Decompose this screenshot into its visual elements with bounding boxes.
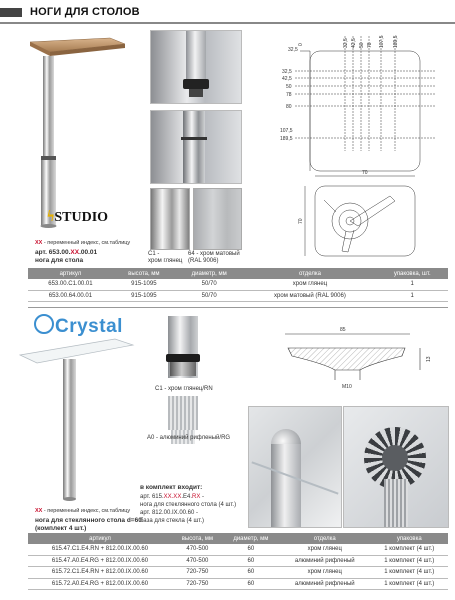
crystal-table — [28, 533, 448, 590]
leg-joint-photo — [150, 110, 242, 184]
table-cell: 50/70 — [175, 279, 244, 290]
table-cell: 653.00.64.00.01 — [28, 290, 113, 302]
svg-text:50: 50 — [359, 42, 365, 48]
table-cell: 720-750 — [172, 567, 223, 579]
table-row — [28, 555, 448, 567]
table-cell: 470-500 — [172, 555, 223, 567]
table-cell: хром глянец — [243, 279, 376, 290]
table-cell: алюминий рифленый — [279, 578, 371, 590]
table-cell: 1 комплект (4 шт.) — [371, 544, 448, 555]
kit-line-4: база для стекла (4 шт.) — [140, 518, 205, 524]
finish-a0-rg-label: A0 - алюминий рифленый/RG — [147, 435, 231, 441]
svg-text:M10: M10 — [342, 384, 352, 390]
table-cell: 1 комплект (4 шт.) — [371, 567, 448, 579]
table-cell: 470-500 — [172, 544, 223, 555]
crystal-leg-image — [15, 335, 140, 505]
table-row — [28, 578, 448, 590]
crystal-base-photo — [343, 406, 449, 528]
studio-table — [28, 268, 448, 302]
glass-base-drawing — [250, 320, 450, 398]
studio-technical-drawing — [250, 26, 450, 266]
page-header — [0, 0, 455, 24]
table-cell: 615.72.C1.E4.RN + 812.00.IX.00.60 — [28, 567, 172, 579]
studio-leg-image — [20, 30, 130, 230]
studio-logo: ϟSTUDIO — [47, 208, 109, 225]
svg-text:0: 0 — [298, 43, 304, 46]
finish-c1-rn-label: C1 - хром глянец/RN — [155, 386, 213, 392]
finish-64-label: 64 - хром матовый (RAL 9006) — [188, 251, 240, 264]
table-cell: 60 — [223, 567, 279, 579]
svg-text:50: 50 — [286, 84, 292, 90]
kit-title: в комплект входит: — [140, 484, 203, 491]
svg-text:107,5: 107,5 — [280, 128, 293, 134]
chrome-matte-swatch — [193, 188, 242, 250]
xx-note: XX - переменный индекс, см.таблицу — [35, 240, 131, 246]
table-cell: хром глянец — [279, 567, 371, 579]
table-cell: 915-1095 — [113, 279, 175, 290]
kit-line-1: арт. 615.XX.XX.E4.RX - — [140, 494, 205, 500]
svg-text:85: 85 — [340, 327, 346, 333]
page-title: НОГИ ДЛЯ СТОЛОВ — [30, 6, 140, 18]
aluminium-rg-photo — [168, 396, 198, 430]
table-cell: 1 комплект (4 шт.) — [371, 578, 448, 590]
table-row — [28, 567, 448, 579]
table-header-row: артикул высота, мм диаметр, мм отделка упаковка — [28, 533, 448, 544]
svg-text:42,5: 42,5 — [351, 38, 357, 48]
studio-caption: нога для стола — [35, 257, 84, 264]
kit-line-3: арт. 812.00.IX.00.60 - — [140, 510, 198, 516]
svg-text:107,5: 107,5 — [379, 35, 385, 48]
svg-text:32,5: 32,5 — [343, 38, 349, 48]
table-row — [28, 544, 448, 555]
table-cell: 915-1095 — [113, 290, 175, 302]
table-cell: хром глянец — [279, 544, 371, 555]
svg-text:80: 80 — [286, 104, 292, 110]
chrome-rn-photo — [168, 316, 198, 378]
table-cell: 1 — [376, 279, 448, 290]
crystal-top-photo — [248, 406, 342, 528]
table-cell: 50/70 — [175, 290, 244, 302]
section-divider — [28, 307, 448, 308]
table-row — [28, 279, 448, 290]
table-cell: 720-750 — [172, 578, 223, 590]
crystal-xx-note: XX - переменный индекс, см.таблицу — [35, 508, 131, 514]
svg-text:189,5: 189,5 — [393, 35, 399, 48]
table-cell: 60 — [223, 544, 279, 555]
crystal-caption: нога для стеклянного стола d=60 (комплект 4 шт.) — [35, 517, 142, 532]
svg-text:70: 70 — [362, 170, 368, 176]
svg-text:13: 13 — [426, 356, 432, 362]
table-cell: 60 — [223, 555, 279, 567]
chrome-gloss-swatch — [150, 188, 190, 250]
svg-text:189,5: 189,5 — [280, 136, 293, 142]
table-row — [28, 290, 448, 302]
table-cell: 615.72.A0.E4.RG + 812.00.IX.00.60 — [28, 578, 172, 590]
svg-text:70: 70 — [298, 218, 304, 224]
crystal-logo: Crystal — [34, 314, 123, 338]
kit-line-2: нога для стеклянного стола (4 шт.) — [140, 502, 237, 508]
svg-text:32,5: 32,5 — [282, 69, 292, 75]
lightning-icon: ϟ — [47, 208, 55, 225]
svg-text:78: 78 — [367, 42, 373, 48]
table-cell: 60 — [223, 578, 279, 590]
table-cell: хром матовый (RAL 9006) — [243, 290, 376, 302]
table-cell: 615.47.A0.E4.RG + 812.00.IX.00.60 — [28, 555, 172, 567]
svg-text:42,5: 42,5 — [282, 76, 292, 82]
header-accent-bar — [0, 8, 22, 17]
studio-article: арт. 653.00.XX.00.01 — [35, 249, 98, 256]
leg-adjuster-photo — [150, 30, 242, 104]
finish-c1-label: C1 - хром глянец — [148, 251, 183, 264]
svg-text:32,5: 32,5 — [288, 47, 298, 53]
table-cell: алюминий рифленый — [279, 555, 371, 567]
table-cell: 1 — [376, 290, 448, 302]
table-header-row: артикул высота, мм диаметр, мм отделка упаковка, шт. — [28, 268, 448, 279]
table-cell: 615.47.C1.E4.RN + 812.00.IX.00.60 — [28, 544, 172, 555]
table-cell: 653.00.C1.00.01 — [28, 279, 113, 290]
svg-text:78: 78 — [286, 92, 292, 98]
table-cell: 1 комплект (4 шт.) — [371, 555, 448, 567]
